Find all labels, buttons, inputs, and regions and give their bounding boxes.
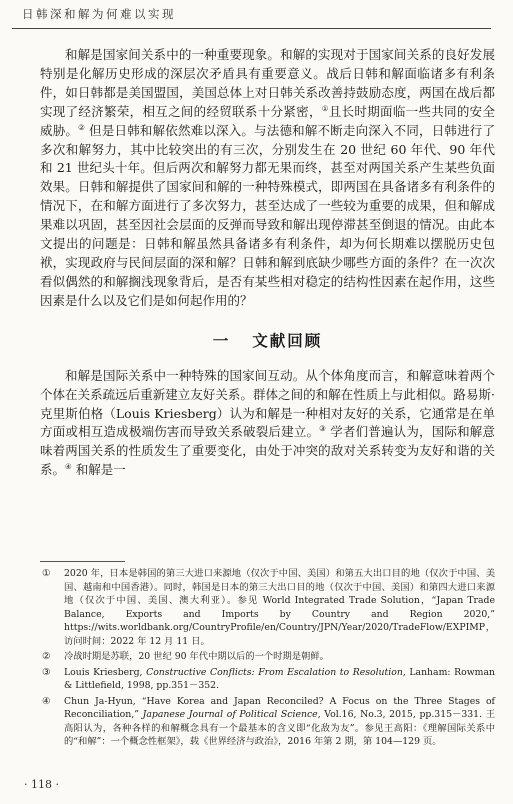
footnote-mark: ③ <box>42 666 51 678</box>
footnote-ref-1[interactable]: ① <box>321 103 329 113</box>
footnote-separator <box>40 561 125 562</box>
section-text-1: 和解是国际关系中一种特殊的国家间互动。从个体角度而言，和解意味着两个个体在关系疏远后重新建立友好关系。群体之间的和解在性质上与此相似。路易斯·克里斯伯格（Louis Kriesberg）认为和解是一种相对友好的关系，它通常是在单方面或相互造成极端伤害而导致关系破裂后建立。 <box>40 367 495 440</box>
intro-text-1: 和解是国家间关系中的一种重要现象。和解的实现对于国家间关系的良好发展特别是化解历史形成的深层次矛盾具有重要意义。战后日韩和解面临诸多有利条件，如日韩都是美国盟国，美国总体上对日韩关系改善持鼓励态度，两国在战后都实现了经济繁荣，相互之间的经贸联系十分紧密， <box>40 47 495 119</box>
header-rule <box>12 28 491 29</box>
footnote-ref-4[interactable]: ④ <box>65 462 72 472</box>
section-number: 一 <box>212 331 231 350</box>
section-paragraph <box>40 367 495 480</box>
footnote-text-post: , Vol.16, No.3, 2015, pp.315－331. 王高阳认为，各种各样的和解概念具有一个最基本的含义即“化敌为友”。参见王高阳：《理解国际关系中的“和解”：一个概念性框架》，载《世界经济与政治》，2016 年第 2 期，第 104—129 页。 <box>64 709 496 747</box>
section-text-3: 和解是一 <box>71 462 126 478</box>
footnote-4 <box>40 695 495 749</box>
running-header-title: 日韩深和解为何难以实现 <box>22 7 176 21</box>
footnote-text: 冷战时期是苏联，20 世纪 90 年代中期以后的一个时期是朝鲜。 <box>64 651 329 662</box>
section-title: 文献回顾 <box>252 331 323 350</box>
page-number: · 118 · <box>24 778 59 791</box>
footnote-2 <box>40 650 495 664</box>
footnote-text <box>64 695 495 749</box>
section-text-2: 学者们普遍认为，国际和解意味着两国关系的性质发生了重要变化，由处于冲突的敌对关系转变为友好和谐的关系。 <box>40 424 495 478</box>
main-text <box>40 46 495 480</box>
footnote-text-pre: Louis Kriesberg, <box>64 666 147 678</box>
footnote-book-title: Constructive Conflicts: From Escalation to Resolution <box>146 666 403 678</box>
footnote-text <box>64 666 495 693</box>
intro-text-2: 且长时期面临一些共同的安全威胁。 <box>40 103 495 138</box>
intro-text-3: 但是日韩和解依然难以深入。与法德和解不断走向深入不同，日韩进行了多次和解努力，其中比较突出的有三次，分别发生在 20 世纪 60 年代、90 年代和 21 世纪头十年。但后两次和解努力都无果而终，甚至对两国关系产生某些负面效果。日韩和解提供了国家间和解的一种特殊模式，即两国在具备诸多有利条件的情况下，在和解方面进行了多次努力，甚至达成了一些较为重要的成果，但和解成果难以巩固，甚至因社会层面的反弹而导致和解出现停滞甚至倒退的情况。由此本文提出的问题是：日韩和解虽然具备诸多有利条件，却为何长期难以摆脱历史包袱，实现政府与民间层面的深和解？日韩和解到底缺少哪些方面的条件？在一次次看似偶然的和解搁浅现象背后，是否有某些相对稳定的结构性因素在起作用，这些因素是什么以及它们是如何起作用的？ <box>40 122 495 308</box>
footnote-text-pre: Chun Ja-Hyun, “Have Korea and Japan Reconciled? A Focus on the Three Stages of Reconciliation,” <box>64 695 495 720</box>
footnote-mark: ② <box>42 651 51 662</box>
footnote-journal-title: Japanese Journal of Political Science <box>142 709 318 720</box>
footnote-1 <box>40 567 495 648</box>
footnote-ref-2[interactable]: ② <box>78 122 85 132</box>
footnote-3 <box>40 666 495 693</box>
intro-paragraph <box>40 46 495 311</box>
footnote-mark: ① <box>42 568 51 579</box>
footnote-ref-3[interactable]: ③ <box>319 424 327 434</box>
footnote-mark: ④ <box>42 695 51 707</box>
section-heading <box>40 331 495 351</box>
footnotes <box>40 567 495 751</box>
footnote-text-post: , Lanham: Rowman & Littlefield, 1998, pp.351－352. <box>64 666 495 691</box>
footnote-text: 2020 年，日本是韩国的第三大进口来源地（仅次于中国、美国）和第五大出口目的地（仅次于中国、美国、越南和中国香港）。同时，韩国是日本的第三大出口目的地（仅次于中国、美国）和第四大进口来源地（仅次于中国、美国、澳大利亚）。参见 World Integrated Trade Solution，“Japan Trade Balance, Exports and Imports by Country and Region 2020,” https://wits.worldbank.org/CountryProfile/en/Country/JPN/Year/2020/TradeFlow/EXPIMP，访问时间：2022 年 12 月 11 日。 <box>64 568 495 647</box>
